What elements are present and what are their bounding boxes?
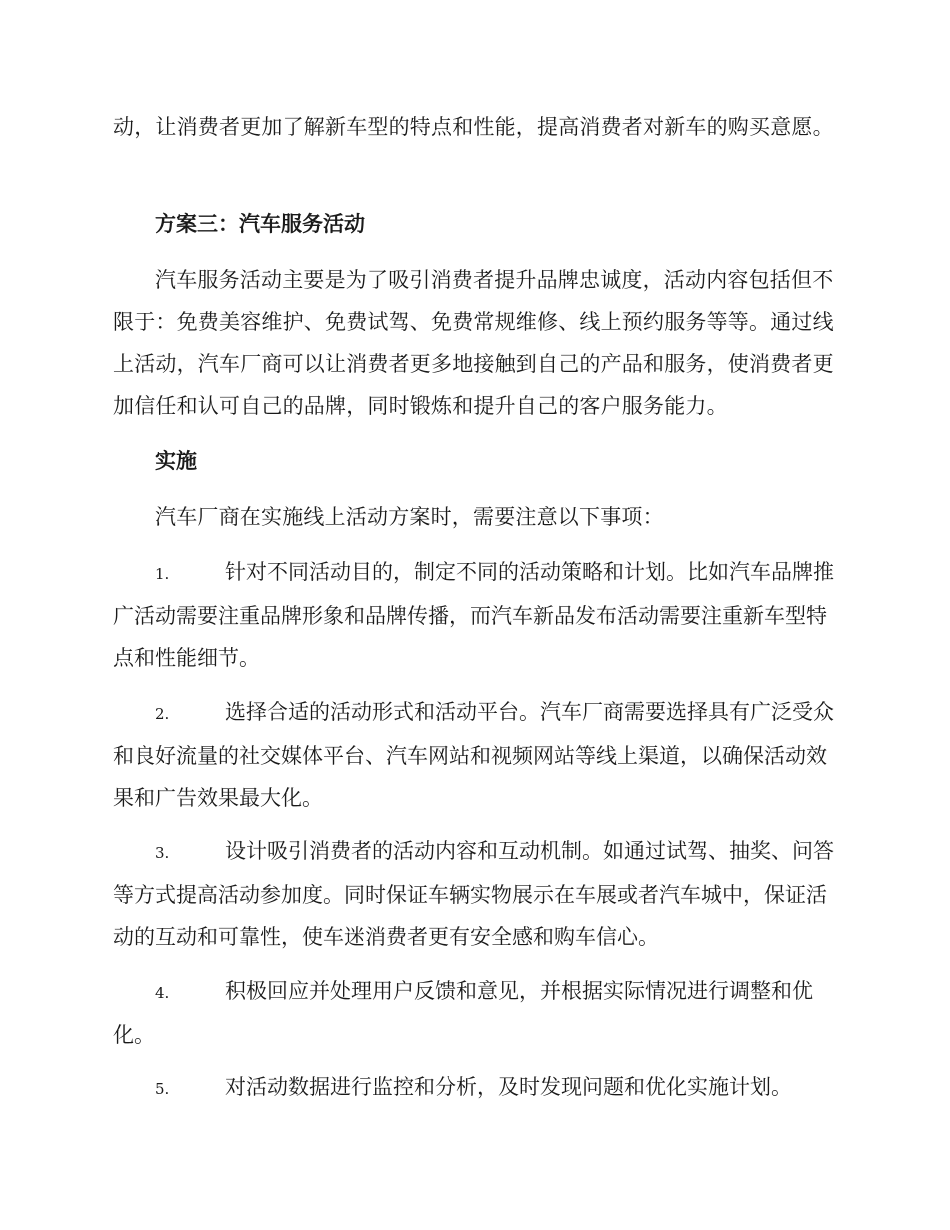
list-text: 选择合适的活动形式和活动平台。汽车厂商需要选择具有广泛受众和良好流量的社交媒体平台、汽车网站和视频网站等线上渠道，以确保活动效果和广告效果最大化。 <box>113 700 834 810</box>
list-item-1 <box>113 551 835 679</box>
list-number: 1. <box>155 565 170 583</box>
list-item-2 <box>113 691 835 819</box>
list-item-5 <box>113 1066 835 1110</box>
implementation-heading: 实施 <box>155 448 197 473</box>
list-number: 4. <box>155 984 170 1002</box>
implementation-intro: 汽车厂商在实施线上活动方案时，需要注意以下事项： <box>155 505 664 529</box>
section-three-heading: 方案三：汽车服务活动 <box>155 211 365 236</box>
list-item-4 <box>113 970 835 1056</box>
list-number: 5. <box>155 1080 170 1098</box>
list-number: 3. <box>155 844 170 862</box>
continuation-paragraph: 动，让消费者更加了解新车型的特点和性能，提高消费者对新车的购买意愿。 <box>113 115 834 139</box>
list-text: 设计吸引消费者的活动内容和互动机制。如通过试驾、抽奖、问答等方式提高活动参加度。同时保证车辆实物展示在车展或者汽车城中，保证活动的互动和可靠性，使车迷消费者更有安全感和购车信心。 <box>113 839 834 949</box>
section-three-body: 汽车服务活动主要是为了吸引消费者提升品牌忠诚度，活动内容包括但不限于：免费美容维护、免费试驾、免费常规维修、线上预约服务等等。通过线上活动，汽车厂商可以让消费者更多地接触到自己的产品和服务，使消费者更加信任和认可自己的品牌，同时锻炼和提升自己的客户服务能力。 <box>113 268 834 418</box>
list-text: 积极回应并处理用户反馈和意见，并根据实际情况进行调整和优化。 <box>113 979 813 1047</box>
list-text: 对活动数据进行监控和分析，及时发现问题和优化实施计划。 <box>225 1075 792 1099</box>
list-text: 针对不同活动目的，制定不同的活动策略和计划。比如汽车品牌推广活动需要注重品牌形象和品牌传播，而汽车新品发布活动需要注重新车型特点和性能细节。 <box>113 560 834 670</box>
list-item-3 <box>113 830 835 958</box>
list-number: 2. <box>155 705 170 723</box>
